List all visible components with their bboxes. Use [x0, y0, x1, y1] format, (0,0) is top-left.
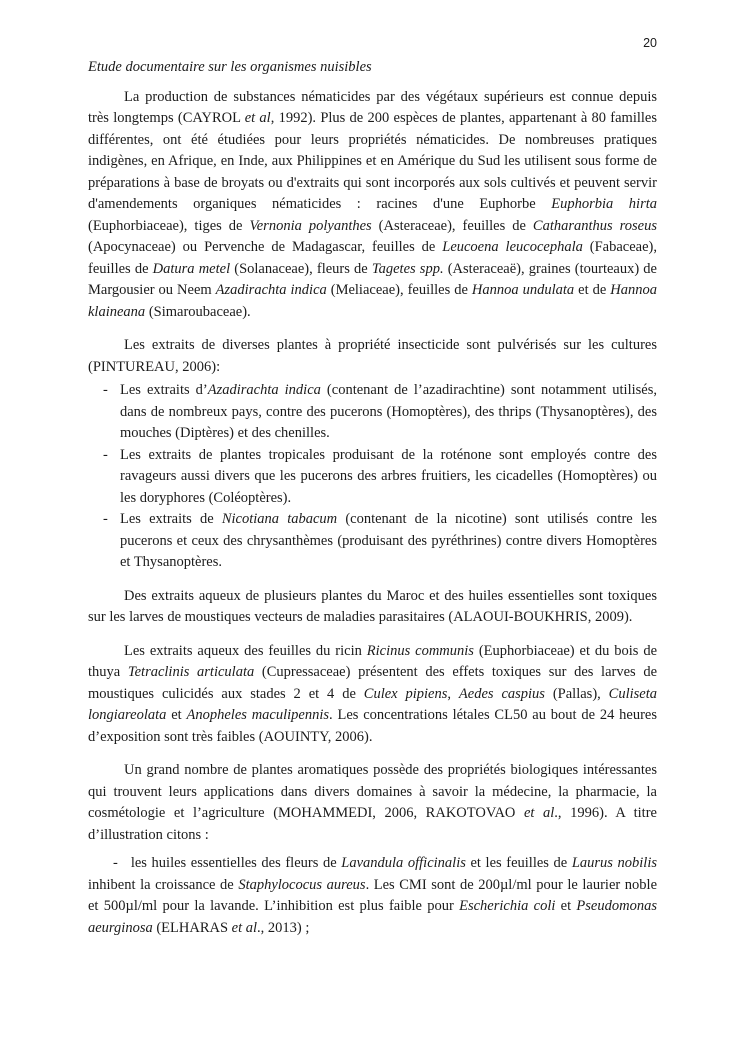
bullet-dash-icon: - [103, 446, 108, 463]
bullet-dash-icon: - [103, 511, 108, 527]
paragraph-extraits-maroc: Des extraits aqueux de plusieurs plantes du Maroc et des huiles essentielles sont toxiques sur les larves de moustiques vecteurs de maladies parasitaires (ALAOUI-BOUKHRIS, 2009). [88, 587, 657, 625]
list-item-nicotiana [88, 509, 657, 574]
list-item-rotenone [88, 445, 657, 510]
list-item-text: Les extraits de plantes tropicales produisant de la roténone sont employés contre des ravageurs aussi divers que les pucerons des arbres fruitiers, les cicadelles (Homoptères) ou les doryphores (Coléoptères). [120, 446, 657, 506]
list-item-text: Les extraits d’Azadirachta indica (contenant de l’azadirachtine) sont notamment utilisés, dans de nombreux pays, contre des pucerons (Homoptères), des thrips (Thysanoptères), des mouches (Diptères) et des chenilles. [120, 382, 657, 441]
list-item-text: les huiles essentielles des fleurs de Lavandula officinalis et les feuilles de Laurus nobilis inhibent la croissance de Staphylococus aureus. Les CMI sont de 200µl/ml pour le laurier noble et 500µl/ml pour la lavande. L’inhibition est plus faible pour Escherichia coli et Pseudomonas aeurginosa (ELHARAS et al., 2013) ; [88, 855, 658, 936]
page-number: 20 [643, 36, 657, 50]
list-extraits-insecticides [88, 380, 657, 574]
running-header-title: Etude documentaire sur les organismes nuisibles [88, 59, 372, 75]
page-content [88, 36, 657, 939]
list-item-text: Les extraits de Nicotiana tabacum (contenant de la nicotine) sont utilisés contre les pucerons et ceux des chrysanthèmes (produisant des pyréthrines) contre divers Homoptères et Thysanoptères. [120, 511, 657, 570]
bullet-dash-icon: - [103, 382, 108, 398]
list-item-azadirachta [88, 380, 657, 445]
paragraph-ricin-thuya: Les extraits aqueux des feuilles du ricin Ricinus communis (Euphorbiaceae) et du bois de thuya Tetraclinis articulata (Cupressaceae) présentent des effets toxiques sur des larves de moustiques culicidés aux stades 2 et 4 de Culex pipiens, Aedes caspius (Pallas), Culiseta longiareolata et Anopheles maculipennis. Les concentrations létales CL50 au bout de 24 heures d’exposition sont très faibles (AOUINTY, 2006). [88, 642, 658, 745]
bullet-dash-icon: - [113, 855, 118, 871]
paragraph-plantes-aromatiques: Un grand nombre de plantes aromatiques possède des propriétés biologiques intéressantes qui trouvent leurs applications dans divers domaines à savoir la médecine, la pharmacie, la cosmétologie et l’agriculture (MOHAMMEDI, 2006, RAKOTOVAO et al., 1996). A titre d’illustration citons : [88, 762, 657, 843]
paragraph-extraits-pulverises: Les extraits de diverses plantes à propriété insecticide sont pulvérisés sur les cultures (PINTUREAU, 2006): [88, 337, 657, 375]
paragraph-huiles-essentielles [88, 853, 657, 939]
paragraph-nematicides-production: La production de substances nématicides par des végétaux supérieurs est connue depuis très longtemps (CAYROL et al, 1992). Plus de 200 espèces de plantes, appartenant à 80 familles différentes, ont été étudiées pour leurs propriétés nématicides. De nombreuses pratiques indigènes, en Afrique, en Inde, aux Philippines et en Amérique du Sud les utilisent sous forme de préparations à base de broyats ou d'extraits qui sont incorporés aux sols cultivés et peuvent servir d'amendements organiques nématicides : racines d'une Euphorbe Euphorbia hirta (Euphorbiaceae), tiges de Vernonia polyanthes (Asteraceae), feuilles de Catharanthus roseus (Apocynaceae) ou Pervenche de Madagascar, feuilles de Leucoena leucocephala (Fabaceae), feuilles de Datura metel (Solanaceae), fleurs de Tagetes spp. (Asteraceaë), graines (tourteaux) de Margousier ou Neem Azadirachta indica (Meliaceae), feuilles de Hannoa undulata et de Hannoa klaineana (Simaroubaceae). [88, 88, 658, 320]
